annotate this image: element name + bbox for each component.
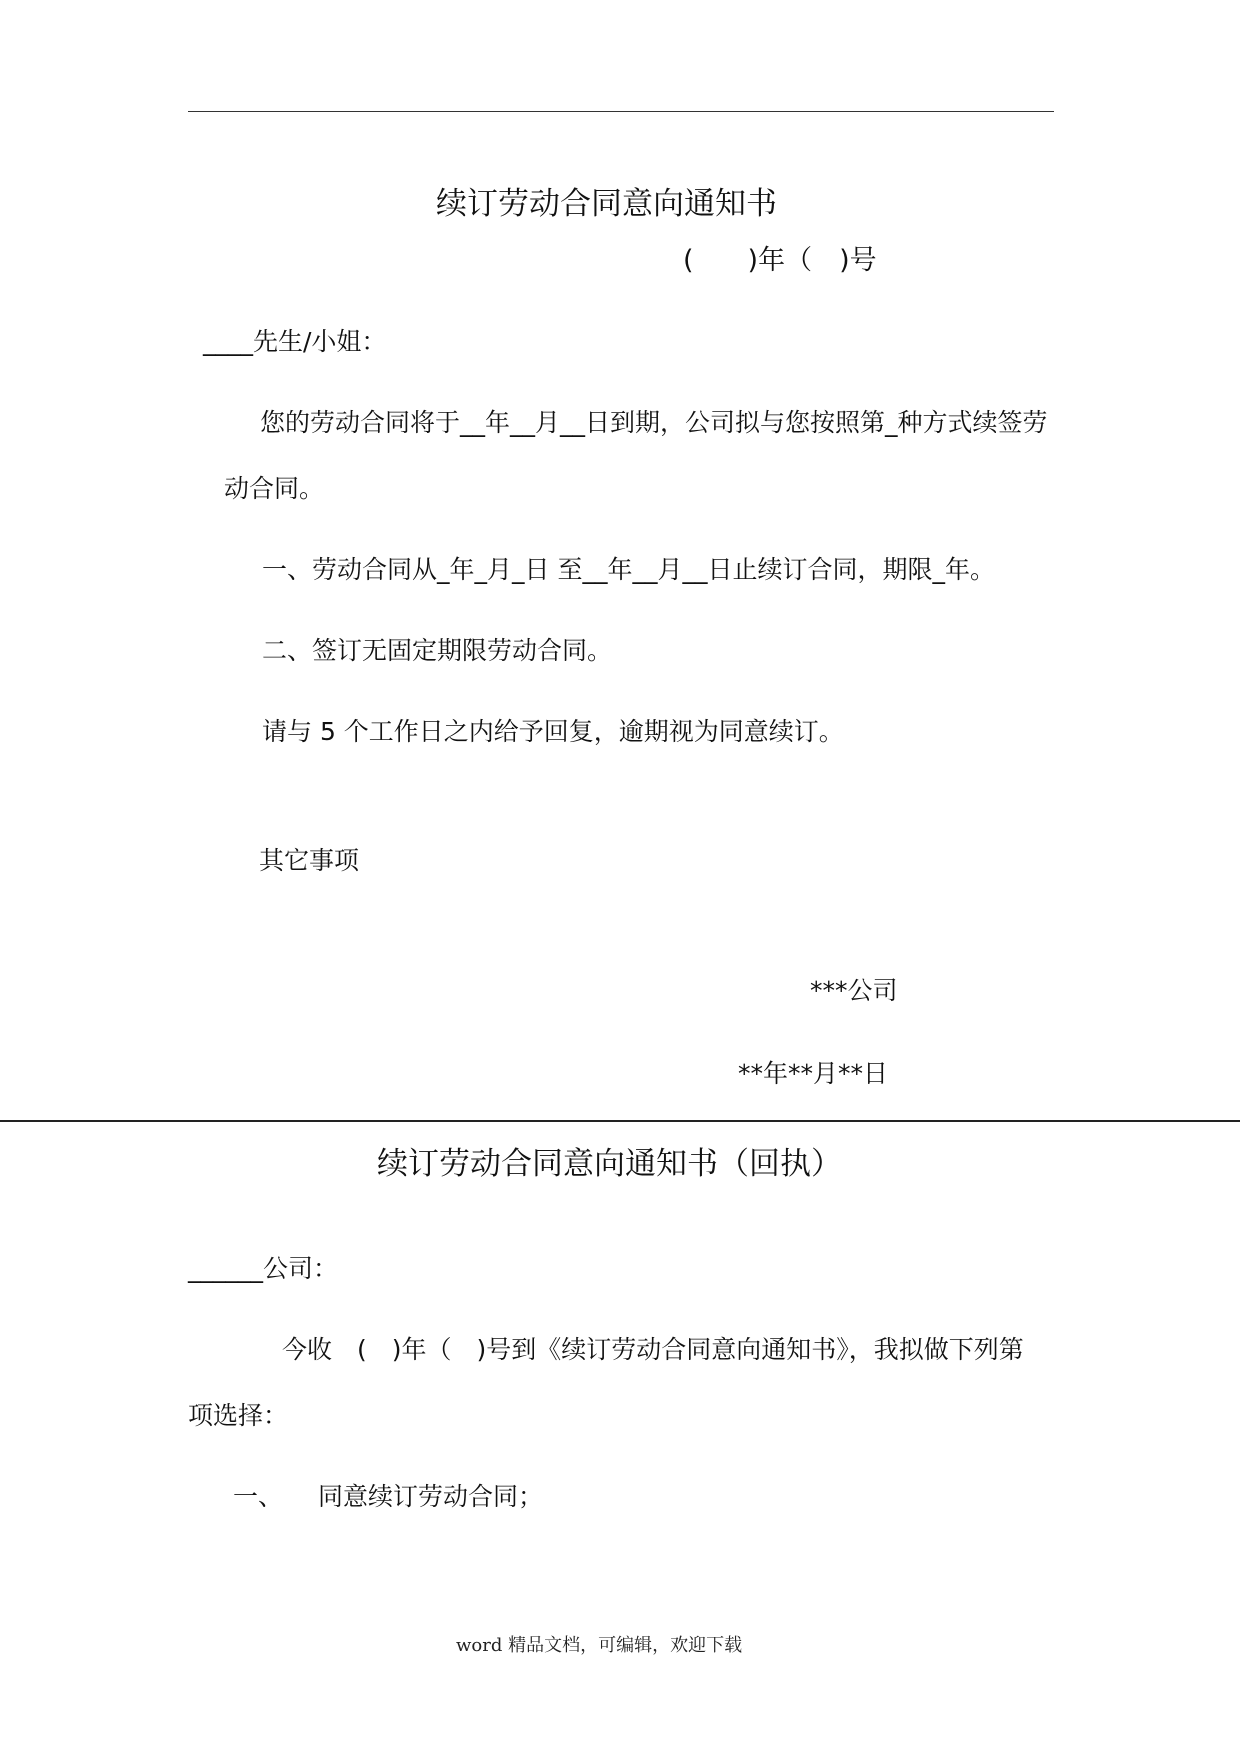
salutation: ____先生/小姐： — [203, 327, 387, 356]
receipt-addressee: ______公司： — [188, 1254, 339, 1283]
other-matters: 其它事项 — [259, 846, 360, 875]
top-rule — [188, 111, 1054, 112]
notice-title: 续订劳动合同意向通知书 — [436, 186, 777, 222]
receipt-body-line-1: 今收 ( )年（ )号到《续订劳动合同意向通知书》，我拟做下列第 — [282, 1335, 1024, 1364]
cut-line — [0, 1120, 1240, 1122]
receipt-body-line-2: 项选择： — [188, 1401, 289, 1430]
notice-date: **年**月**日 — [738, 1059, 889, 1088]
choice-1-number: 一、 — [233, 1482, 284, 1511]
reply-request: 请与 5 个工作日之内给予回复，逾期视为同意续订。 — [262, 717, 844, 746]
option-2: 二、签订无固定期限劳动合同。 — [262, 636, 613, 665]
company-signature: ***公司 — [810, 976, 898, 1005]
choice-1-text: 同意续订劳动合同； — [318, 1482, 544, 1511]
receipt-title: 续订劳动合同意向通知书（回执） — [377, 1146, 842, 1182]
option-1: 一、劳动合同从_年_月_日 至__年__月__日止续订合同，期限_年。 — [262, 555, 995, 584]
intro-line-2: 动合同。 — [224, 474, 325, 503]
intro-line-1: 您的劳动合同将于__年__月__日到期，公司拟与您按照第_种方式续签劳 — [260, 408, 1048, 437]
notice-number-line: ( )年（ )号 — [683, 245, 877, 276]
page-footer: word 精品文档，可编辑，欢迎下载 — [456, 1635, 743, 1656]
